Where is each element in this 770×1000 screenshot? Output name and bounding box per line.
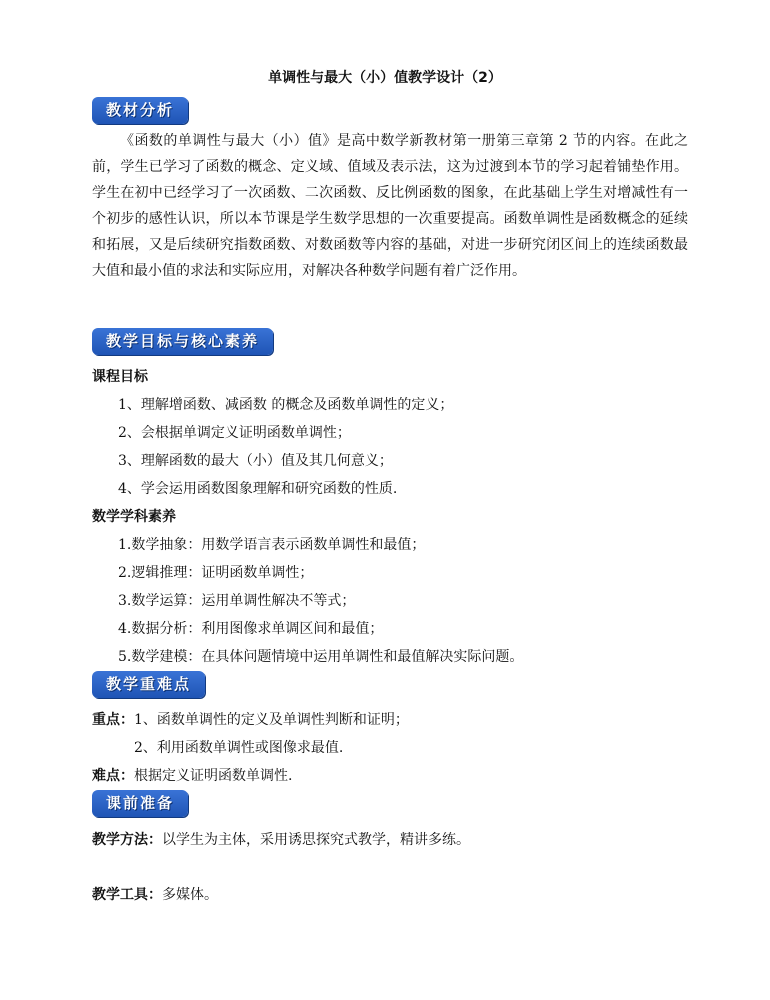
tools-label: 教学工具： (92, 887, 162, 903)
section-banner-prep: 课前准备 (92, 790, 188, 817)
key-item: 1、函数单调性的定义及单调性判断和证明； (134, 712, 409, 728)
difficult-point-row (92, 765, 292, 785)
literacy-item: 1.数学抽象：用数学语言表示函数单调性和最值； (118, 537, 426, 553)
section-banner-goals: 教学目标与核心素养 (92, 328, 273, 355)
difficult-label: 难点： (92, 768, 134, 784)
literacy-item: 2.逻辑推理：证明函数单调性； (118, 565, 314, 581)
course-goal-item: 3、理解函数的最大（小）值及其几何意义； (118, 453, 393, 469)
literacy-label: 数学学科素养 (92, 509, 176, 525)
course-goals-label: 课程目标 (92, 369, 148, 385)
difficult-text: 根据定义证明函数单调性. (134, 768, 293, 784)
course-goal-item: 1、理解增函数、减函数 的概念及函数单调性的定义； (118, 397, 454, 413)
course-goal-item: 4、学会运用函数图象理解和研究函数的性质. (118, 481, 398, 497)
tools-row (92, 884, 218, 904)
analysis-paragraph: 《函数的单调性与最大（小）值》是高中数学新教材第一册第三章第 2 节的内容。在此之前，学生已学习了函数的概念、定义域、值域及表示法，这为过渡到本节的学习起着铺垫作用。学生在初中已经学习了一次函数、二次函数、反比例函数的图象，在此基础上学生对增减性有一个初步的感性认识，所以本节课是学生数学思想的一次重要提高。函数单调性是函数概念的延续和拓展，又是后续研究指数函数、对数函数等内容的基础，对进一步研究闭区间上的连续函数最大值和最小值的求法和实际应用，对解决各种数学问题有着广泛作用。 (92, 133, 688, 279)
key-label: 重点： (92, 712, 134, 728)
section-banner-key-points: 教学重难点 (92, 671, 205, 698)
literacy-item: 3.数学运算：运用单调性解决不等式； (118, 593, 356, 609)
literacy-item: 4.数据分析：利用图像求单调区间和最值； (118, 621, 384, 637)
key-point-row (92, 709, 409, 729)
method-label: 教学方法： (92, 832, 162, 848)
course-goal-item: 2、会根据单调定义证明函数单调性； (118, 425, 351, 441)
document-title: 单调性与最大（小）值教学设计（2） (268, 70, 502, 86)
method-row (92, 829, 470, 849)
literacy-item: 5.数学建模：在具体问题情境中运用单调性和最值解决实际问题。 (118, 649, 524, 665)
section-banner-analysis: 教材分析 (92, 97, 188, 124)
key-item: 2、利用函数单调性或图像求最值. (134, 740, 344, 756)
method-text: 以学生为主体，采用诱思探究式教学，精讲多练。 (162, 832, 470, 848)
tools-text: 多媒体。 (162, 887, 218, 903)
